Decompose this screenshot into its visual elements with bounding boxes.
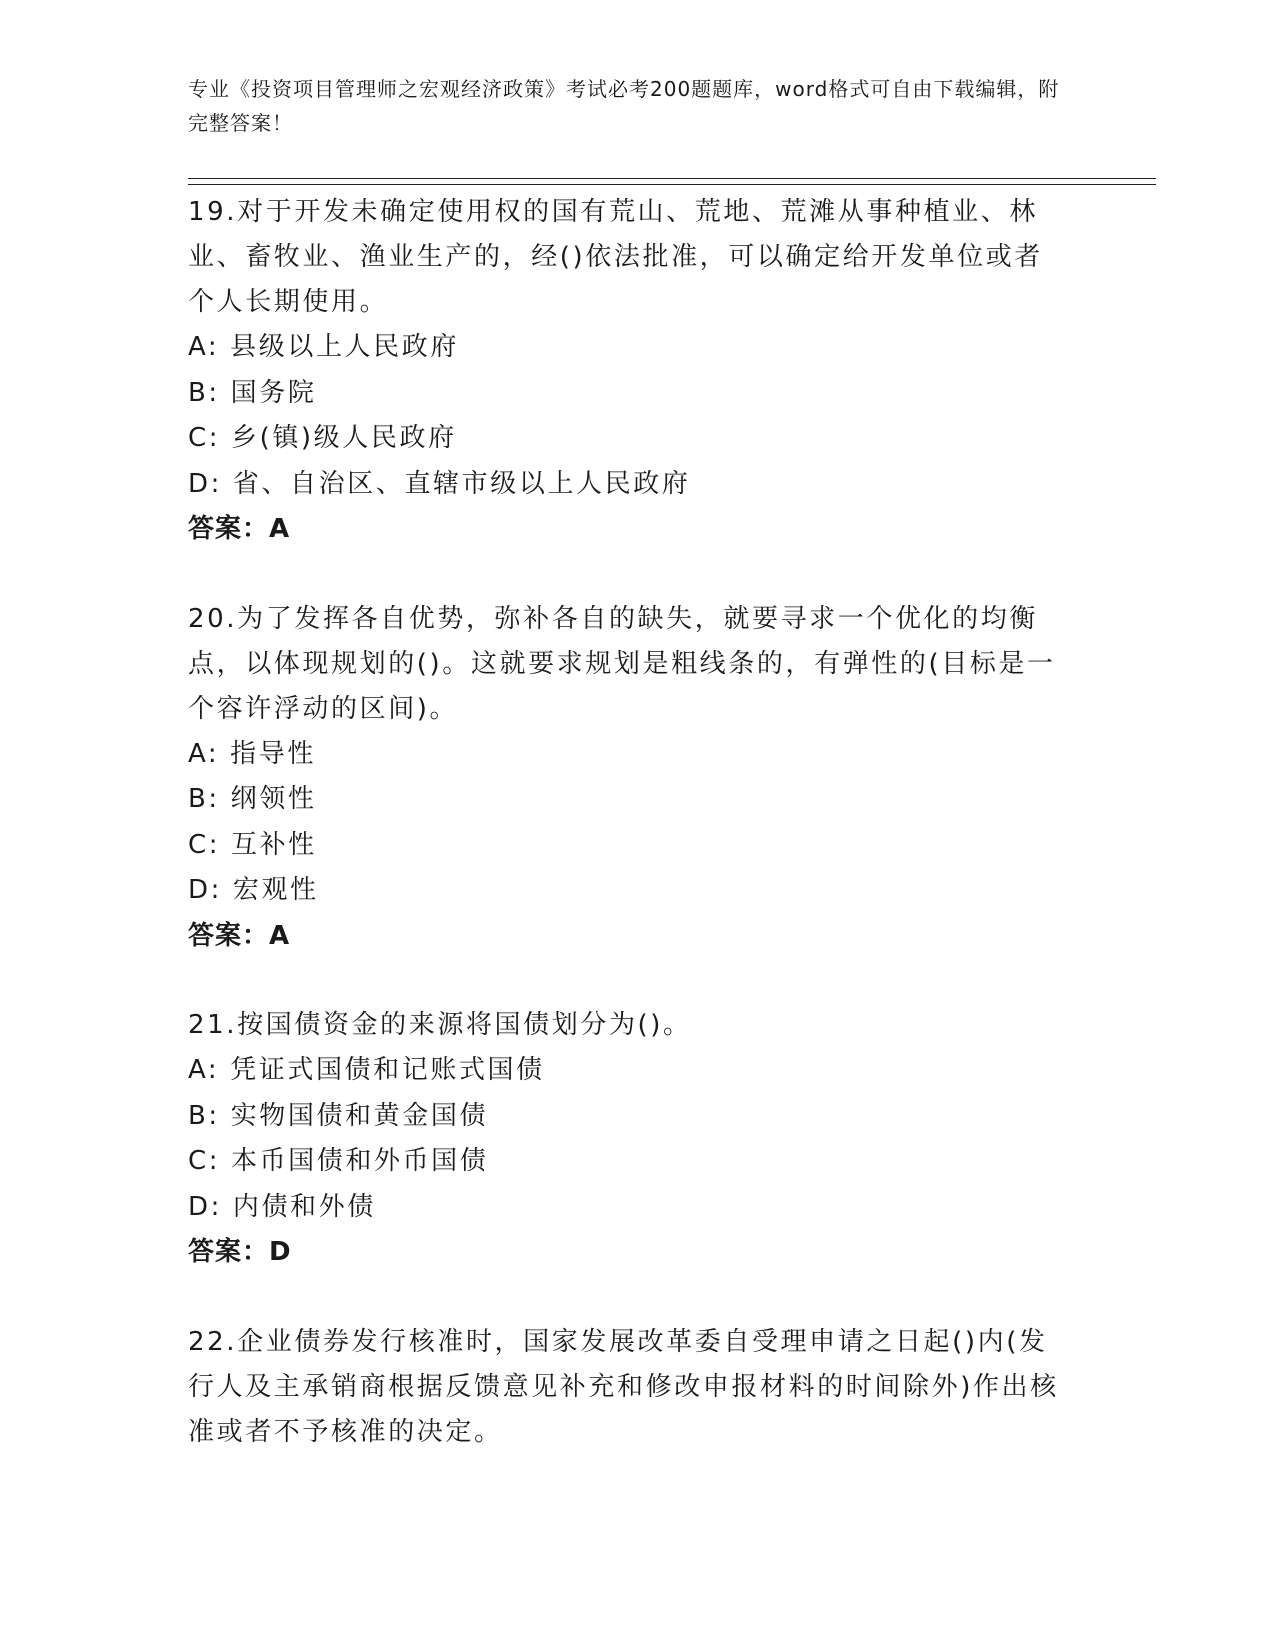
question-stem: 21.按国债资金的来源将国债划分为()。 <box>188 1010 692 1040</box>
option-a: A: 凭证式国债和记账式国债 <box>188 1055 545 1085</box>
option-d: D: 宏观性 <box>188 875 319 905</box>
question-stem: 19.对于开发未确定使用权的国有荒山、荒地、荒滩从事种植业、林业、畜牧业、渔业生产的，经()依法批准，可以确定给开发单位或者个人长期使用。 <box>188 197 1043 317</box>
header-rule-top <box>188 178 1156 179</box>
option-b: B: 国务院 <box>188 377 317 408</box>
option-c: C: 互补性 <box>188 829 317 860</box>
question-stem: 22.企业债券发行核准时，国家发展改革委自受理申请之日起()内(发行人及主承销商根据反馈意见补充和修改申报材料的时间除外)作出核准或者不予核准的决定。 <box>188 1326 1059 1447</box>
question-19 <box>188 190 1088 553</box>
header-rule-bottom <box>188 184 1156 185</box>
option-c: C: 乡(镇)级人民政府 <box>188 423 457 453</box>
option-b: B: 实物国债和黄金国债 <box>188 1100 489 1131</box>
answer: 答案：A <box>188 514 291 544</box>
document-header: 专业《投资项目管理师之宏观经济政策》考试必考200题题库，word格式可自由下载编辑，附完整答案！ <box>188 77 1060 135</box>
question-20 <box>188 597 1088 960</box>
option-a: A: 指导性 <box>188 738 316 769</box>
question-list <box>188 190 1088 1455</box>
option-d: D: 省、自治区、直辖市级以上人民政府 <box>188 468 691 499</box>
question-stem: 20.为了发挥各自优势，弥补各自的缺失，就要寻求一个优化的均衡点，以体现规划的()。这就要求规划是粗线条的，有弹性的(目标是一个容许浮动的区间)。 <box>188 603 1056 724</box>
question-22 <box>188 1320 1088 1455</box>
answer: 答案：A <box>188 920 291 951</box>
option-c: C: 本币国债和外币国债 <box>188 1146 489 1176</box>
option-d: D: 内债和外债 <box>188 1191 376 1222</box>
question-21 <box>188 1003 1088 1276</box>
answer: 答案：D <box>188 1237 292 1267</box>
option-a: A: 县级以上人民政府 <box>188 332 459 362</box>
option-b: B: 纲领性 <box>188 784 317 814</box>
